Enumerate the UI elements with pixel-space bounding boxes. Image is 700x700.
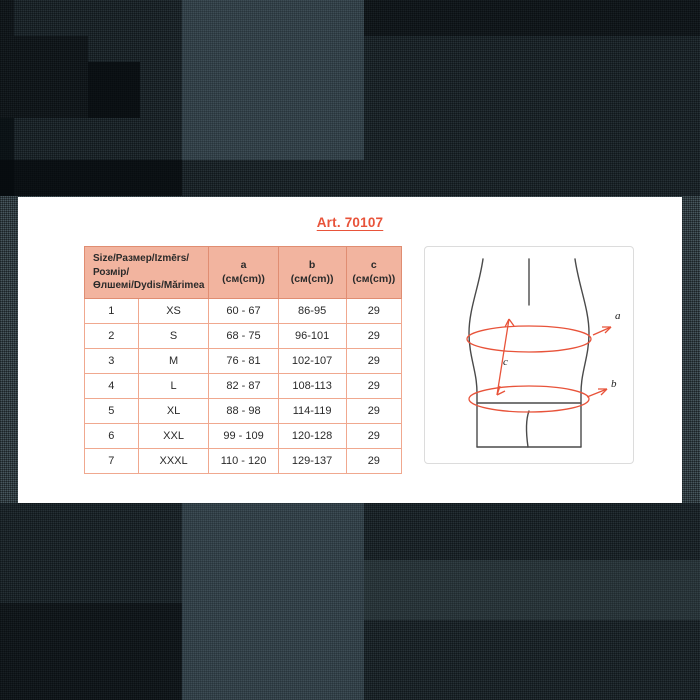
cell-b: 108-113 — [278, 373, 346, 398]
cell-a: 99 - 109 — [209, 423, 278, 448]
cell-c: 29 — [346, 323, 401, 348]
waist-ellipse-a — [467, 326, 591, 352]
torso-measurement-svg — [425, 247, 633, 463]
bg-block — [364, 560, 700, 620]
cell-b: 86-95 — [278, 298, 346, 323]
header-a-units: (см(cm)) — [222, 273, 265, 286]
cell-size: XL — [138, 398, 209, 423]
cell-a: 68 - 75 — [209, 323, 278, 348]
header-b-units: (см(cm)) — [290, 273, 334, 286]
cell-b: 129-137 — [278, 448, 346, 473]
cell-a: 82 - 87 — [209, 373, 278, 398]
leg-split-line — [527, 411, 529, 447]
bg-block — [182, 503, 364, 700]
bg-block — [14, 36, 88, 118]
cell-num: 6 — [85, 423, 139, 448]
table-row — [85, 423, 402, 448]
size-table — [84, 246, 402, 474]
bg-block — [0, 503, 182, 603]
cell-b: 120-128 — [278, 423, 346, 448]
header-a-letter: a — [240, 259, 247, 272]
table-header-c — [346, 247, 401, 299]
measurement-diagram — [424, 246, 634, 464]
article-title: Art. 70107 — [316, 215, 384, 230]
table-row — [85, 348, 402, 373]
pointer-a — [593, 327, 611, 335]
cell-a: 76 - 81 — [209, 348, 278, 373]
bg-block — [14, 0, 88, 36]
cell-size: XXL — [138, 423, 209, 448]
cell-a: 88 - 98 — [209, 398, 278, 423]
table-header-b — [278, 247, 346, 299]
cell-num: 3 — [85, 348, 139, 373]
card-content — [18, 246, 682, 474]
table-header-row — [85, 247, 402, 299]
cell-c: 29 — [346, 373, 401, 398]
label-c: c — [503, 356, 508, 368]
bg-block — [88, 62, 140, 118]
cell-a: 60 - 67 — [209, 298, 278, 323]
hip-ellipse-b — [469, 386, 589, 412]
label-b: b — [611, 378, 617, 390]
cell-size: XS — [138, 298, 209, 323]
table-row — [85, 298, 402, 323]
table-row — [85, 448, 402, 473]
cell-num: 1 — [85, 298, 139, 323]
cell-b: 114-119 — [278, 398, 346, 423]
header-c-units: (см(cm)) — [352, 273, 396, 286]
table-header-size: Size/Размер/Izmērs/Розмір/Өлшемі/Dydis/Mărimea — [85, 247, 209, 299]
cell-c: 29 — [346, 398, 401, 423]
cell-c: 29 — [346, 423, 401, 448]
cell-c: 29 — [346, 348, 401, 373]
torso-left-outline — [469, 259, 483, 447]
cell-size: XXXL — [138, 448, 209, 473]
cell-size: L — [138, 373, 209, 398]
size-chart-card — [18, 197, 682, 503]
bg-block — [364, 36, 700, 196]
header-b-letter: b — [308, 259, 316, 272]
bg-block — [0, 160, 182, 196]
bg-block — [0, 603, 182, 700]
table-row — [85, 323, 402, 348]
pointer-b — [587, 389, 607, 397]
cell-a: 110 - 120 — [209, 448, 278, 473]
cell-size: M — [138, 348, 209, 373]
bg-block — [364, 0, 700, 36]
header-c-letter: c — [370, 259, 377, 272]
cell-b: 102-107 — [278, 348, 346, 373]
label-a: a — [615, 310, 621, 322]
cell-c: 29 — [346, 448, 401, 473]
table-header-a — [209, 247, 278, 299]
table-row — [85, 398, 402, 423]
cell-num: 4 — [85, 373, 139, 398]
cell-size: S — [138, 323, 209, 348]
cell-num: 2 — [85, 323, 139, 348]
torso-right-outline — [575, 259, 589, 447]
bg-block — [182, 0, 364, 160]
bg-block — [182, 160, 364, 196]
cell-num: 7 — [85, 448, 139, 473]
cell-num: 5 — [85, 398, 139, 423]
table-row — [85, 373, 402, 398]
cell-b: 96-101 — [278, 323, 346, 348]
cell-c: 29 — [346, 298, 401, 323]
